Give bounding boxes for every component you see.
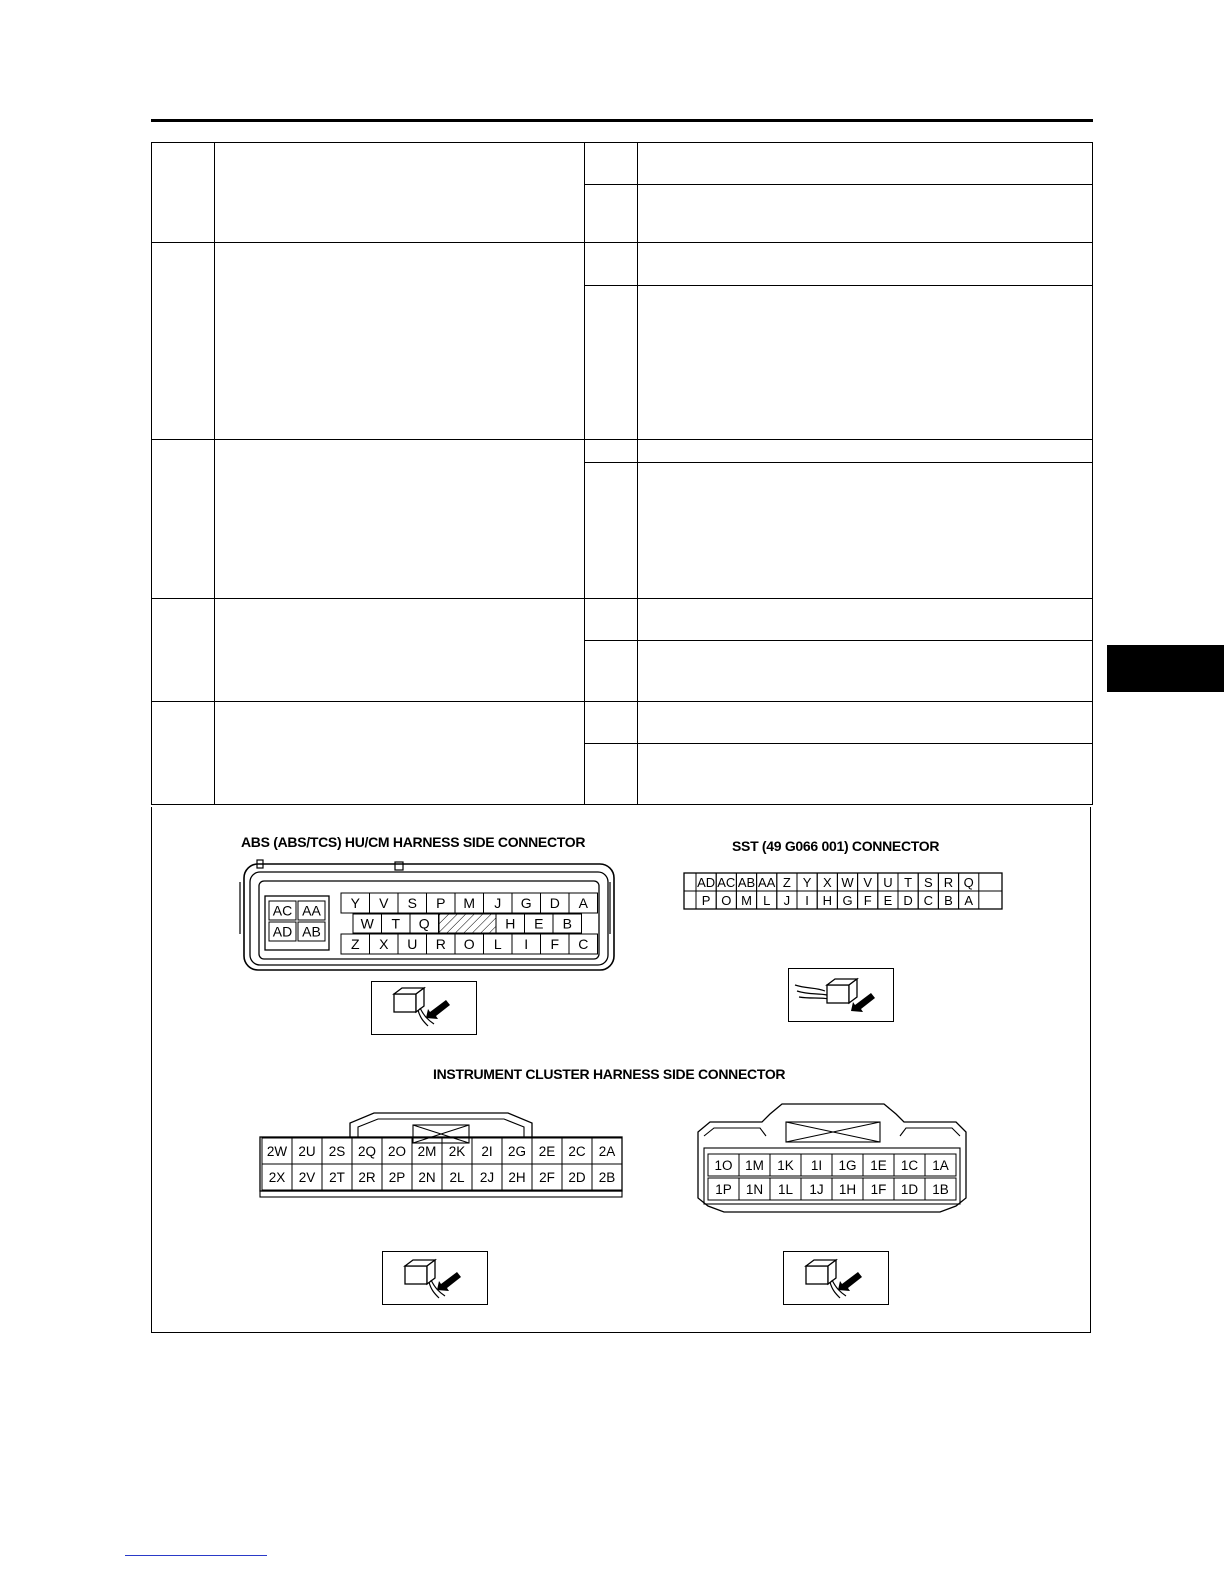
pin-label: S xyxy=(407,895,417,911)
header-rule xyxy=(151,119,1093,122)
pin-label: 2F xyxy=(539,1170,555,1185)
result-cell xyxy=(585,744,638,805)
pin-label: I xyxy=(805,893,809,908)
pin-label: 2O xyxy=(387,1144,407,1159)
action-cell xyxy=(638,744,1093,805)
pin-label: AA xyxy=(758,875,776,890)
pin-label: J xyxy=(494,895,502,911)
pin-label: 1P xyxy=(715,1182,732,1197)
action-cell xyxy=(638,463,1093,599)
table-row xyxy=(152,243,1093,286)
pin-label: 2J xyxy=(479,1170,495,1185)
pin-label: AA xyxy=(302,902,321,919)
pin-label: 2M xyxy=(417,1144,437,1159)
action-cell xyxy=(638,702,1093,744)
pin-label: 2R xyxy=(358,1170,376,1185)
pin-label: 1J xyxy=(809,1182,824,1197)
inspection-cell xyxy=(215,243,585,440)
pin-label: D xyxy=(903,893,913,908)
section-tab xyxy=(1107,645,1224,692)
pin-label: 2C xyxy=(568,1144,586,1159)
action-cell xyxy=(638,243,1093,286)
pin-label: 1E xyxy=(870,1158,887,1173)
action-cell xyxy=(638,286,1093,440)
pin-label: 2I xyxy=(481,1144,493,1159)
pin-label: 1A xyxy=(932,1158,949,1173)
pin-label: 1H xyxy=(838,1182,857,1197)
pin-label: Q xyxy=(418,915,430,932)
pin-label: 1I xyxy=(810,1158,823,1173)
pin-label: H xyxy=(505,915,516,932)
pin-label: G xyxy=(842,893,853,908)
pin-label: R xyxy=(435,936,446,952)
pin-label: Y xyxy=(802,875,812,890)
pin-label: M xyxy=(463,895,476,911)
pin-label: Z xyxy=(782,875,791,890)
pin-label: 2W xyxy=(266,1144,288,1159)
pin-label: 2H xyxy=(508,1170,526,1185)
pin-label: 1G xyxy=(838,1158,857,1173)
pin-label: 1N xyxy=(745,1182,764,1197)
pin-label: 1D xyxy=(900,1182,919,1197)
result-cell xyxy=(585,286,638,440)
pin-label: L xyxy=(493,936,502,952)
action-cell xyxy=(638,440,1093,463)
pin-label: O xyxy=(463,936,475,952)
pin-label: AD xyxy=(272,923,293,940)
instrument-cluster-connector-2 xyxy=(250,1107,632,1199)
pin-label: Q xyxy=(963,875,974,890)
step-cell xyxy=(152,243,215,440)
pin-label: V xyxy=(863,875,873,890)
pin-label: P xyxy=(701,893,711,908)
pin-label: G xyxy=(520,895,532,911)
pin-label: A xyxy=(578,895,588,911)
pin-label: 1O xyxy=(714,1158,733,1173)
procedure-table xyxy=(151,142,1093,805)
pin-label: 2A xyxy=(598,1144,616,1159)
pin-label: 2L xyxy=(449,1170,465,1185)
pin-label: T xyxy=(904,875,913,890)
pin-label: X xyxy=(822,875,832,890)
pin-label: E xyxy=(534,915,544,932)
inspection-cell xyxy=(215,702,585,805)
step-cell xyxy=(152,143,215,243)
connector-view-icon xyxy=(371,981,477,1035)
instrument-cluster-caption: INSTRUMENT CLUSTER HARNESS SIDE CONNECTOR xyxy=(433,1066,786,1082)
pin-label: H xyxy=(822,893,832,908)
sst-connector-caption: SST (49 G066 001) CONNECTOR xyxy=(732,838,940,854)
pin-label: B xyxy=(562,915,572,932)
pin-label: F xyxy=(550,936,560,952)
result-cell xyxy=(585,702,638,744)
pin-label: 2T xyxy=(329,1170,345,1185)
result-cell xyxy=(585,599,638,641)
pin-label: 2N xyxy=(418,1170,436,1185)
action-cell xyxy=(638,143,1093,185)
step-cell xyxy=(152,440,215,599)
abs-connector-diagram xyxy=(237,854,617,974)
pin-label: 2Q xyxy=(357,1144,377,1159)
pin-label: E xyxy=(883,893,893,908)
result-cell xyxy=(585,463,638,599)
abs-connector-caption: ABS (ABS/TCS) HU/CM HARNESS SIDE CONNECTOR xyxy=(241,834,586,850)
table-row xyxy=(152,702,1093,744)
pin-label: S xyxy=(923,875,933,890)
pin-label: 2P xyxy=(388,1170,406,1185)
footer-link-underline xyxy=(125,1555,267,1556)
connector-view-icon xyxy=(788,968,894,1022)
result-cell xyxy=(585,243,638,286)
step-cell xyxy=(152,599,215,702)
pin-label: O xyxy=(721,893,732,908)
pin-label: Z xyxy=(350,936,360,952)
pin-label: U xyxy=(407,936,418,952)
pin-label: 2V xyxy=(298,1170,316,1185)
pin-label: R xyxy=(943,875,954,890)
pin-label: 2S xyxy=(328,1144,346,1159)
inspection-cell xyxy=(215,599,585,702)
pin-label: W xyxy=(360,915,374,932)
connector-view-icon xyxy=(382,1251,488,1305)
pin-label: W xyxy=(841,875,854,890)
pin-label: V xyxy=(379,895,389,911)
pin-label: L xyxy=(763,893,771,908)
pin-label: 2X xyxy=(268,1170,286,1185)
pin-label: B xyxy=(944,893,953,908)
result-cell xyxy=(585,143,638,185)
sst-connector-diagram xyxy=(682,871,1007,913)
pin-label: AC xyxy=(272,902,293,919)
action-cell xyxy=(638,599,1093,641)
pin-label: 1B xyxy=(932,1182,949,1197)
pin-label: 2D xyxy=(568,1170,586,1185)
table-row xyxy=(152,599,1093,641)
pin-label: J xyxy=(783,893,791,908)
pin-label: 2B xyxy=(598,1170,616,1185)
pin-label: 1M xyxy=(745,1158,764,1173)
pin-label: 1L xyxy=(777,1182,794,1197)
pin-label: 1C xyxy=(900,1158,919,1173)
pin-label: AD xyxy=(697,875,716,890)
pin-label: U xyxy=(883,875,893,890)
pin-label: I xyxy=(524,936,529,952)
pin-label: P xyxy=(436,895,446,911)
pin-label: AB xyxy=(302,923,321,940)
pin-label: D xyxy=(549,895,560,911)
action-cell xyxy=(638,185,1093,243)
inspection-cell xyxy=(215,143,585,243)
pin-label: AC xyxy=(717,875,736,890)
pin-label: AB xyxy=(737,875,756,890)
pin-label: Y xyxy=(350,895,360,911)
pin-label: 1K xyxy=(777,1158,794,1173)
connector-figure xyxy=(151,807,1091,1333)
pin-label: 2U xyxy=(298,1144,316,1159)
pin-label: A xyxy=(964,893,974,908)
step-cell xyxy=(152,702,215,805)
pin-label: C xyxy=(923,893,933,908)
pin-label: T xyxy=(391,915,401,932)
pin-label: X xyxy=(379,936,389,952)
pin-label: 2E xyxy=(538,1144,556,1159)
table-row xyxy=(152,440,1093,463)
pin-label: 1F xyxy=(870,1182,887,1197)
instrument-cluster-connector-1 xyxy=(694,1102,970,1222)
pin-label: 2G xyxy=(507,1144,527,1159)
pin-label: M xyxy=(741,893,752,908)
result-cell xyxy=(585,440,638,463)
connector-view-icon xyxy=(783,1251,889,1305)
inspection-cell xyxy=(215,440,585,599)
result-cell xyxy=(585,641,638,702)
table-row xyxy=(152,143,1093,185)
pin-label: 2K xyxy=(448,1144,466,1159)
pin-label: F xyxy=(863,893,872,908)
pin-label: C xyxy=(578,936,589,952)
action-cell xyxy=(638,641,1093,702)
result-cell xyxy=(585,185,638,243)
